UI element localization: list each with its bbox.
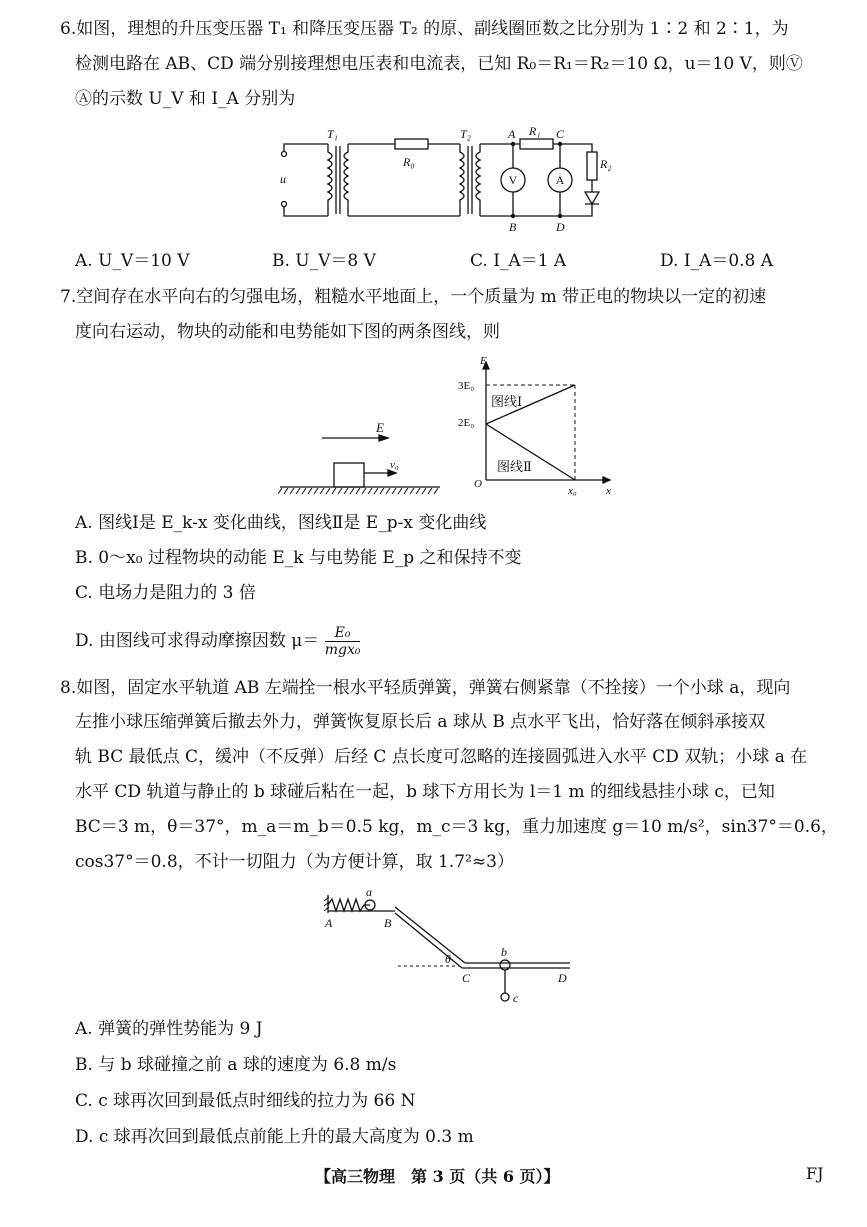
label-ball-a: a	[366, 885, 372, 899]
label-line-2: 图线Ⅱ	[497, 459, 532, 474]
q7-energy-graph	[450, 352, 620, 497]
label-node-b: B	[509, 220, 517, 234]
q7-option-b: B. 0～x₀ 过程物块的动能 E_k 与电势能 E_p 之和保持不变	[75, 548, 522, 568]
q7-option-d	[75, 625, 360, 658]
q8-option-a: A. 弹簧的弹性势能为 9 J	[75, 1019, 263, 1039]
q6-option-c: C. I_A＝1 A	[470, 251, 567, 271]
label-2e0: 2E₀	[458, 417, 475, 429]
q8-line-5: BC＝3 m，θ＝37°，m_a＝m_b＝0.5 kg，m_c＝3 kg，重力加速度 g＝10 m/s²，sin37°＝0.6，	[75, 817, 838, 837]
label-line-1: 图线Ⅰ	[491, 394, 523, 409]
q6-circuit-figure	[270, 126, 620, 236]
footer-code: FJ	[806, 1164, 824, 1183]
label-field-e: E	[376, 420, 384, 435]
label-v0: v₀	[390, 459, 399, 471]
label-point-a: A	[325, 916, 333, 930]
q6-option-a: A. U_V＝10 V	[75, 251, 190, 271]
fraction-denominator: mgx₀	[324, 642, 361, 658]
label-3e0: 3E₀	[458, 380, 475, 392]
friction-fraction	[325, 625, 361, 658]
q6-line-3: Ⓐ的示数 U_V 和 I_A 分别为	[75, 89, 296, 109]
label-point-c: C	[462, 971, 471, 985]
label-node-a: A	[508, 127, 516, 141]
q8-option-c: C. c 球再次回到最低点时细线的拉力为 66 N	[75, 1091, 416, 1111]
label-axis-e: E	[480, 355, 487, 367]
q8-option-b: B. 与 b 球碰撞之前 a 球的速度为 6.8 m/s	[75, 1055, 397, 1075]
label-ball-b: b	[501, 945, 507, 959]
label-r0: R₀	[403, 155, 415, 169]
q7-option-c: C. 电场力是阻力的 3 倍	[75, 583, 256, 603]
q8-track-figure	[320, 885, 580, 1010]
label-point-b: B	[384, 916, 392, 930]
label-t1: T₁	[327, 127, 338, 141]
q8-option-d: D. c 球再次回到最低点前能上升的最大高度为 0.3 m	[75, 1127, 474, 1147]
q6-line-1: 6.如图，理想的升压变压器 T₁ 和降压变压器 T₂ 的原、副线圈匝数之比分别为 1∶2 和 2∶1，为	[60, 19, 789, 39]
page-footer: 【高三物理 第 3 页（共 6 页）】	[315, 1167, 560, 1186]
q8-line-1: 8.如图，固定水平轨道 AB 左端拴一根水平轻质弹簧，弹簧右侧紧靠（不拴接）一个小球 a，现向	[60, 678, 791, 698]
q8-line-2: 左推小球压缩弹簧后撤去外力，弹簧恢复原长后 a 球从 B 点水平飞出，恰好落在倾斜承接双	[75, 712, 766, 732]
q7-option-d-text: D. 由图线可求得动摩擦因数 μ＝	[75, 631, 320, 651]
label-node-d: D	[556, 220, 565, 234]
q6-line-2: 检测电路在 AB、CD 端分别接理想电压表和电流表，已知 R₀＝R₁＝R₂＝10 Ω，u＝10 V，则Ⓥ	[75, 54, 803, 74]
label-r2: R₂	[600, 157, 612, 171]
label-point-d: D	[558, 971, 567, 985]
q7-block-figure	[278, 418, 443, 498]
q7-line-2: 度向右运动，物块的动能和电势能如下图的两条图线，则	[75, 322, 500, 342]
q7-line-1: 7.空间存在水平向右的匀强电场，粗糙水平地面上，一个质量为 m 带正电的物块以一定的初速	[60, 287, 767, 307]
label-x: x	[606, 485, 611, 497]
label-ball-c: c	[513, 991, 519, 1005]
label-x0: x₀	[568, 485, 577, 497]
label-r1: R₁	[529, 126, 541, 138]
q6-option-d: D. I_A＝0.8 A	[660, 251, 774, 271]
ammeter-icon: A	[555, 173, 565, 187]
q8-line-6: cos37°＝0.8，不计一切阻力（为方便计算，取 1.7²≈3）	[75, 852, 514, 872]
voltmeter-icon: V	[508, 173, 518, 187]
label-theta: θ	[445, 952, 451, 966]
label-origin: O	[474, 478, 482, 490]
label-node-c: C	[556, 127, 565, 141]
label-t2: T₂	[460, 127, 471, 141]
label-u: u	[280, 172, 286, 186]
q6-option-b: B. U_V＝8 V	[272, 251, 376, 271]
q8-line-4: 水平 CD 轨道与静止的 b 球碰后粘在一起，b 球下方用长为 l＝1 m 的细线悬挂小球 c，已知	[75, 782, 775, 802]
fraction-numerator: E₀	[325, 625, 361, 642]
q7-option-a: A. 图线Ⅰ是 E_k-x 变化曲线，图线Ⅱ是 E_p-x 变化曲线	[75, 513, 487, 533]
q8-line-3: 轨 BC 最低点 C，缓冲（不反弹）后经 C 点长度可忽略的连接圆弧进入水平 CD 双轨；小球 a 在	[75, 747, 808, 767]
